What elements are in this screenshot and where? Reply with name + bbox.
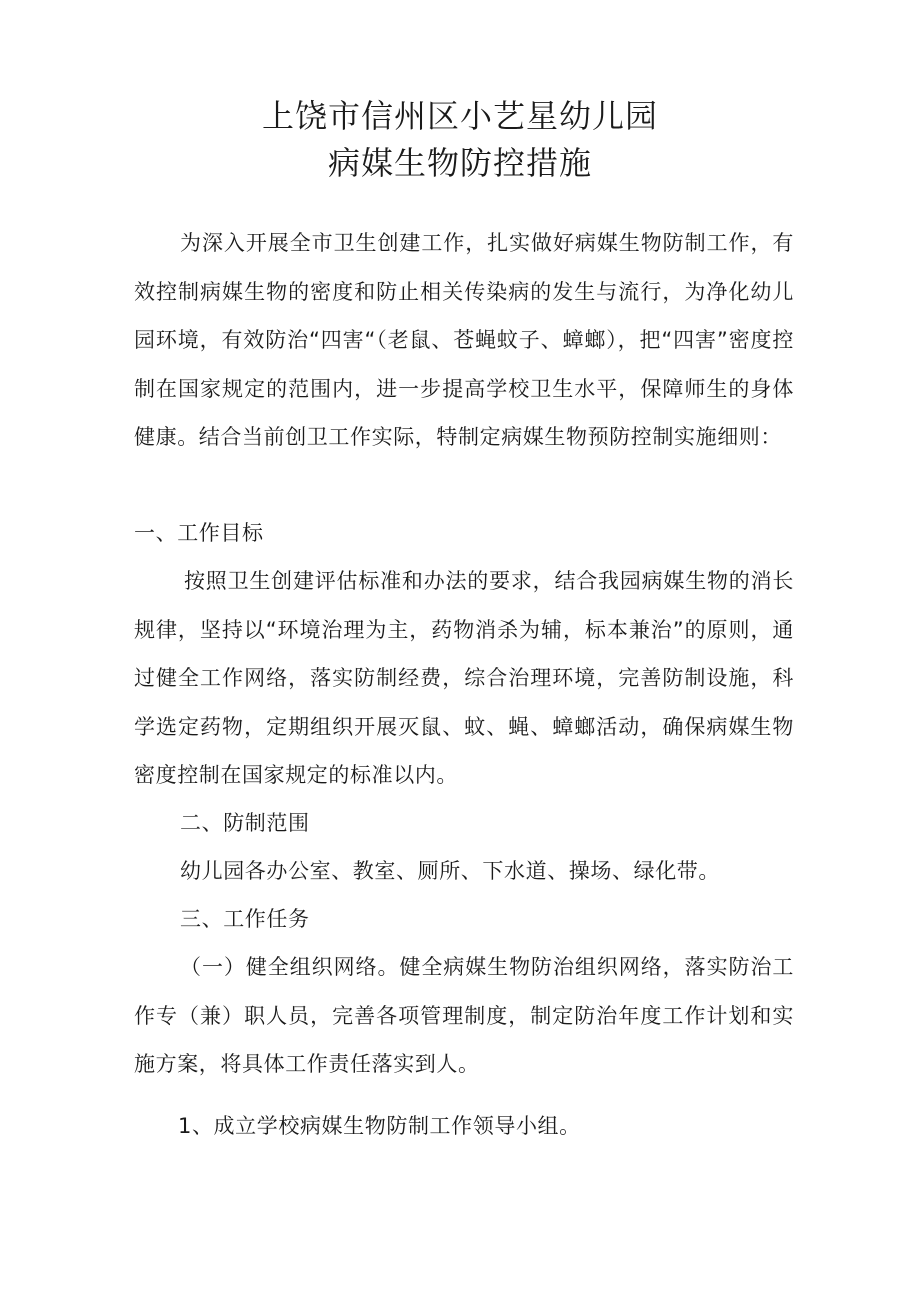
scope-paragraph: 幼儿园各办公室、教室、厕所、下水道、操场、绿化带。: [180, 859, 720, 883]
document-title-line1: 上饶市信州区小艺星幼儿园: [261, 97, 658, 135]
intro-paragraph: 为深入开展全市卫生创建工作，扎实做好病媒生物防制工作，有效控制病媒生物的密度和防止相关传染病的发生与流行，为净化幼儿园环境，有效防治“四害“（老鼠、苍蝇蚊子、蟑螂），把“四害”密度控制在国家规定的范围内，进一步提高学校卫生水平，保障师生的身体健康。结合当前创卫工作实际，特制定病媒生物预防控制实施细则：: [134, 231, 794, 449]
tasks-subitem-1: 1、成立学校病媒生物防制工作领导小组。: [178, 1114, 581, 1138]
goals-paragraph: 按照卫生创建评估标准和办法的要求，结合我园病媒生物的消长规律，坚持以“环境治理为主，药物消杀为辅，标本兼治”的原则，通过健全工作网络，落实防制经费，综合治理环境，完善防制设施，科学选定药物，定期组织开展灭鼠、蚊、蝇、蟑螂活动，确保病媒生物密度控制在国家规定的标准以内。: [134, 569, 794, 787]
tasks-item-1-paragraph: （一）健全组织网络。健全病媒生物防治组织网络，落实防治工作专（兼）职人员，完善各项管理制度，制定防治年度工作计划和实施方案，将具体工作责任落实到人。: [134, 955, 794, 1076]
document-title-line2: 病媒生物防控措施: [327, 144, 592, 182]
section-heading-goals: 一、工作目标: [134, 521, 264, 545]
section-heading-scope: 二、防制范围: [180, 811, 310, 835]
section-heading-tasks: 三、工作任务: [180, 907, 310, 931]
